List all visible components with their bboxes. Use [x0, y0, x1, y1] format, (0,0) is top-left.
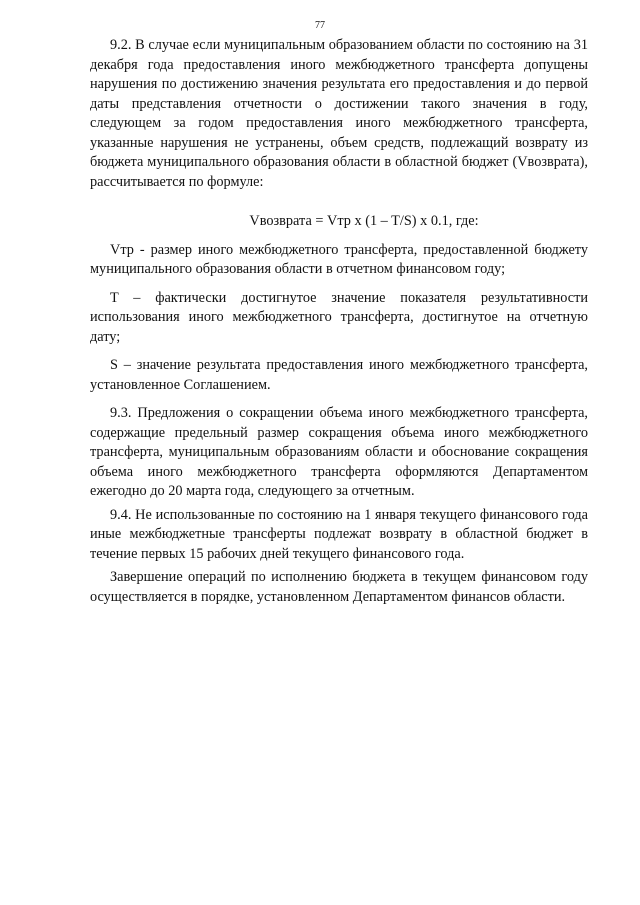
formula: Vвозврата = Vтр x (1 – T/S) x 0.1, где:	[249, 213, 479, 229]
paragraph-9-2: 9.2. В случае если муниципальным образованием области по состоянию на 31 декабря года предоставления иного межбюджетного трансферта допущены нарушения по достижению значения результата его предоставления и до первой даты представления отчетности о достижении такого значения в году, следующем за годом предоставления иного межбюджетного трансферта, указанные нарушения не устранены, объем средств, подлежащий возврату из бюджета муниципального образования области в областной бюджет (Vвозврата), рассчитывается по формуле:	[90, 37, 588, 190]
definition-t: T – фактически достигнутое значение показателя результативности использования иного межбюджетного трансферта, достигнутое на отчетную дату;	[90, 289, 588, 345]
paragraph-9-3: 9.3. Предложения о сокращении объема иного межбюджетного трансферта, содержащие предельный размер сокращения объема иного межбюджетного трансферта, муниципальным образованиям области и обоснование сокращения объема иного межбюджетного трансферта оформляются Департаментом ежегодно до 20 марта года, следующего за отчетным.	[90, 405, 588, 499]
paragraph-final: Завершение операций по исполнению бюджета в текущем финансовом году осуществляется в порядке, установленном Департаментом финансов области.	[90, 569, 588, 605]
definition-s: S – значение результата предоставления иного межбюджетного трансферта, установленное Соглашением.	[90, 357, 588, 393]
definition-vtr: Vтр - размер иного межбюджетного трансферта, предоставленной бюджету муниципального образования области в отчетном финансовом году;	[90, 241, 588, 277]
paragraph-9-4: 9.4. Не использованные по состоянию на 1 января текущего финансового года иные межбюджетные трансферты подлежат возврату в областной бюджет в течение первых 15 рабочих дней текущего финансового года.	[90, 506, 588, 562]
document-body	[90, 36, 588, 607]
page-number: 77	[315, 20, 325, 31]
